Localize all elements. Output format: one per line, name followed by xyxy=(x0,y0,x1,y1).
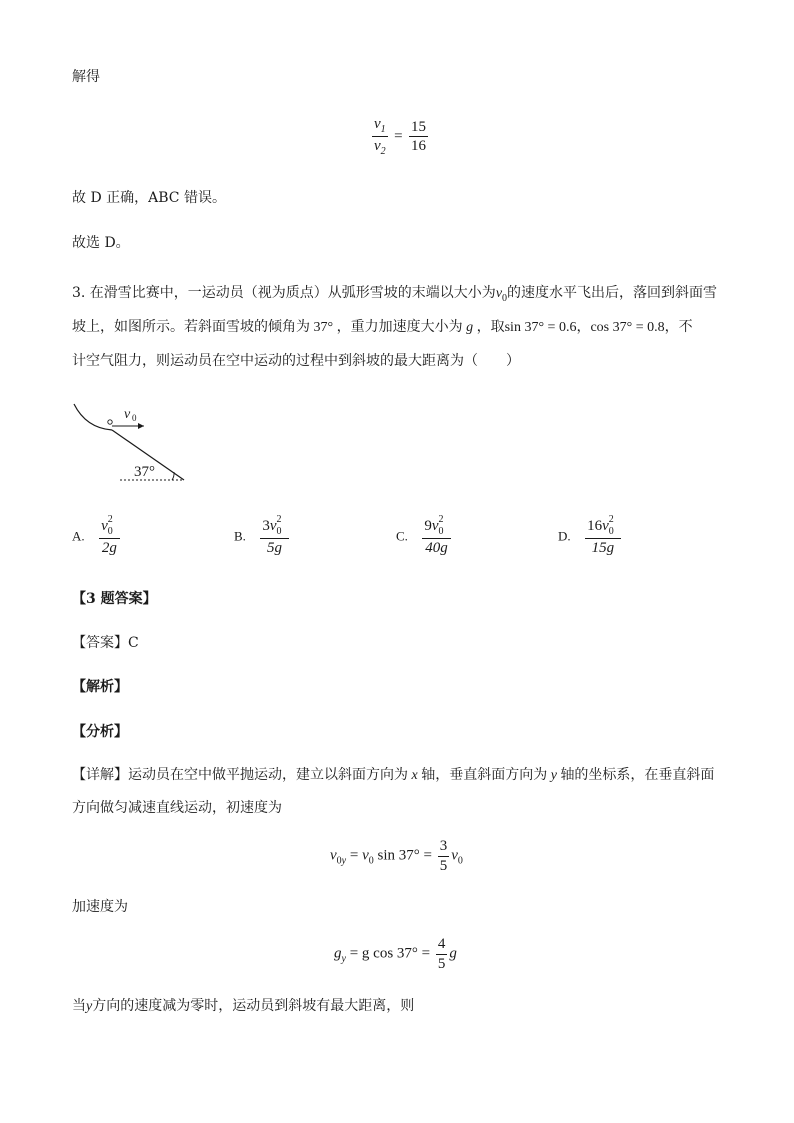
detail-line-2: 方向做匀减速直线运动，初速度为 xyxy=(72,800,282,816)
frac-denominator: 16 xyxy=(411,138,427,154)
v0-label: v xyxy=(124,407,131,422)
skier-icon xyxy=(108,420,112,424)
fenxi-header: 【分析】 xyxy=(72,724,128,740)
option-a[interactable]: A. $\frac{v_0^2}{2g}$ xyxy=(72,516,122,557)
text-jiede: 解得 xyxy=(72,69,100,85)
arrow-head xyxy=(138,423,144,429)
text-choose-d: 故选 D。 xyxy=(72,235,130,251)
equation-v0y: $v_{0y} = v_0$ sin 37° = $\frac{3}{5}$ $v_0$ xyxy=(330,838,463,874)
answer-header: 【3 题答案】 xyxy=(72,591,157,607)
last-line: 当y方向的速度减为零时，运动员到斜坡有最大距离，则 xyxy=(72,998,415,1014)
answer-text: 【答案】C xyxy=(72,635,139,651)
question-3-line-3: 计空气阻力，则运动员在空中运动的过程中到斜坡的最大距离为（ ） xyxy=(72,353,520,369)
option-b[interactable]: B. $\frac{3v_0^2}{5g}$ xyxy=(234,516,291,557)
text-accel: 加速度为 xyxy=(72,899,128,915)
angle-arc xyxy=(172,472,174,480)
detail-line-1: 【详解】运动员在空中做平抛运动，建立以斜面方向为 x 轴，垂直斜面方向为 y 轴的坐标系，在垂直斜面 xyxy=(72,767,715,783)
option-c[interactable]: C. $\frac{9v_0^2}{40g}$ xyxy=(396,516,453,557)
curved-slope xyxy=(74,404,112,430)
angle-label: 37° xyxy=(134,464,155,480)
jiexi-header: 【解析】 xyxy=(72,679,128,695)
question-3-line-2: 坡上，如图所示。若斜面雪坡的倾角为 37° ，重力加速度大小为 g ，取sin 37° = 0.6，cos 37° = 0.8，不 xyxy=(72,319,693,335)
option-d[interactable]: D. $\frac{16v_0^2}{15g}$ xyxy=(558,516,623,557)
question-3-line-1: 3. 在滑雪比赛中，一运动员（视为质点）从弧形雪坡的末端以大小为$v_0$的速度水平飞出后，落回到斜面雪 xyxy=(72,285,718,304)
equation-gy: $g_y = g$ cos 37° = $\frac{4}{5}$ g xyxy=(334,936,457,972)
frac-numerator: 15 xyxy=(411,118,427,135)
svg-text:0: 0 xyxy=(132,413,137,423)
ski-slope-figure xyxy=(68,398,198,488)
text-d-correct: 故 D 正确，ABC 错误。 xyxy=(72,190,226,206)
equation-v1-v2: $\frac{v_1}{v_2}$ = $\frac{15}{16}$ xyxy=(374,116,427,157)
